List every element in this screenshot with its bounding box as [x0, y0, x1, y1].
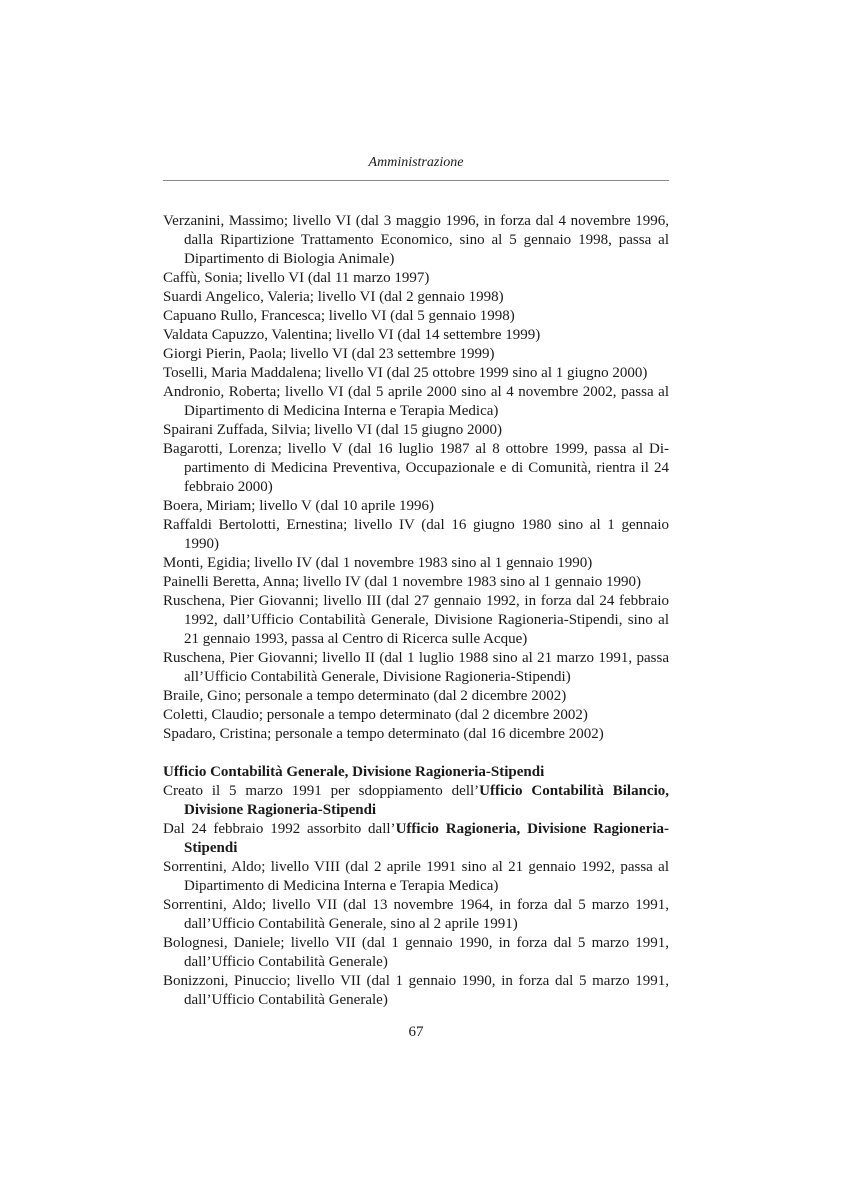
entry-text: Bonizzoni, Pinuccio; livello VII (dal 1 gennaio 1990, in forza dal 5 marzo 1991, dall’Ufficio Contabilità Generale) [163, 973, 669, 1008]
section-entry-list [163, 782, 669, 1010]
list-item [163, 212, 669, 269]
list-item [163, 269, 669, 288]
entry-text: Ruschena, Pier Giovanni; livello II (dal 1 luglio 1988 sino al 21 marzo 1991, passa all’Ufficio Contabilità Generale, Divisione Ragioneria-Stipendi) [163, 650, 669, 685]
list-item [163, 288, 669, 307]
list-item [163, 573, 669, 592]
entry-text: Monti, Egidia; livello IV (dal 1 novembre 1983 sino al 1 gennaio 1990) [163, 555, 593, 571]
list-item [163, 706, 669, 725]
bold-text: Ufficio Contabilità Bilancio, Divisione Ragioneria-Stipendi [184, 783, 669, 818]
list-item [163, 326, 669, 345]
list-item [163, 858, 669, 896]
list-item [163, 725, 669, 744]
entry-text: Braile, Gino; personale a tempo determinato (dal 2 dicembre 2002) [163, 688, 567, 704]
page-number: 67 [408, 1024, 424, 1040]
entry-text: Suardi Angelico, Valeria; livello VI (dal 2 gennaio 1998) [163, 289, 504, 305]
section-heading: Ufficio Contabilità Generale, Divisione Ragioneria-Stipendi [163, 764, 545, 780]
entry-text: Sorrentini, Aldo; livello VII (dal 13 novembre 1964, in forza dal 5 marzo 1991, dall’Ufficio Contabilità Generale, sino al 2 aprile 1991) [163, 897, 669, 932]
entry-text: Bolognesi, Daniele; livello VII (dal 1 gennaio 1990, in forza dal 5 marzo 1991, dall’Ufficio Contabilità Generale) [163, 935, 669, 970]
list-item [163, 345, 669, 364]
list-item [163, 421, 669, 440]
page-body [163, 212, 669, 1010]
entry-text: Andronio, Roberta; livello VI (dal 5 aprile 2000 sino al 4 novembre 2002, passa al Dipartimento di Medicina Interna e Terapia Medica) [163, 384, 669, 419]
list-item [163, 820, 669, 858]
entry-text: Bagarotti, Lorenza; livello V (dal 16 luglio 1987 al 8 ottobre 1999, passa al Dipartimento di Medicina Preventiva, Occupazionale e di Comunità, rientra il 24 febbraio 2000) [163, 441, 669, 495]
entry-text: Toselli, Maria Maddalena; livello VI (dal 25 ottobre 1999 sino al 1 giugno 2000) [163, 365, 648, 381]
list-item [163, 383, 669, 421]
list-item [163, 554, 669, 573]
list-item [163, 972, 669, 1010]
entry-list [163, 212, 669, 744]
entry-text: Caffù, Sonia; livello VI (dal 11 marzo 1997) [163, 270, 430, 286]
list-item [163, 364, 669, 383]
entry-text: Coletti, Claudio; personale a tempo determinato (dal 2 dicembre 2002) [163, 707, 588, 723]
list-item [163, 687, 669, 706]
entry-text: Raffaldi Bertolotti, Ernestina; livello IV (dal 16 giugno 1980 sino al 1 gennaio 1990) [163, 517, 669, 552]
entry-text: Painelli Beretta, Anna; livello IV (dal 1 novembre 1983 sino al 1 gennaio 1990) [163, 574, 641, 590]
running-head: Amministrazione [368, 155, 464, 170]
list-item [163, 497, 669, 516]
entry-text: Dal 24 febbraio 1992 assorbito dall’ [163, 821, 396, 837]
list-item [163, 649, 669, 687]
list-item [163, 516, 669, 554]
list-item [163, 307, 669, 326]
entry-text: Boera, Miriam; livello V (dal 10 aprile 1996) [163, 498, 435, 514]
bold-text: Ufficio Ragioneria, Divisione Ragioneria-Stipendi [184, 821, 670, 856]
entry-text: Sorrentini, Aldo; livello VIII (dal 2 aprile 1991 sino al 21 gennaio 1992, passa al Dipartimento di Medicina Interna e Terapia Medica) [163, 859, 669, 894]
entry-text: Capuano Rullo, Francesca; livello VI (dal 5 gennaio 1998) [163, 308, 515, 324]
entry-text: Spadaro, Cristina; personale a tempo determinato (dal 16 dicembre 2002) [163, 726, 604, 742]
entry-text: Valdata Capuzzo, Valentina; livello VI (dal 14 settembre 1999) [163, 327, 541, 343]
header-rule [163, 180, 669, 181]
entry-text: Spairani Zuffada, Silvia; livello VI (dal 15 giugno 2000) [163, 422, 502, 438]
list-item [163, 934, 669, 972]
list-item [163, 592, 669, 649]
entry-text: Giorgi Pierin, Paola; livello VI (dal 23 settembre 1999) [163, 346, 495, 362]
entry-text: Ruschena, Pier Giovanni; livello III (dal 27 gennaio 1992, in forza dal 24 febbraio 1992, dall’Ufficio Contabilità Generale, Divisione Ragioneria-Stipendi, sino al 21 gennaio 1993, passa al Centro di Ricerca sulle Acque) [163, 593, 669, 647]
entry-text: Verzanini, Massimo; livello VI (dal 3 maggio 1996, in forza dal 4 novembre 1996, dalla Ripartizione Trattamento Economico, sino al 5 gennaio 1998, passa al Dipartimento di Biologia Animale) [163, 213, 669, 267]
list-item [163, 896, 669, 934]
list-item [163, 782, 669, 820]
list-item [163, 440, 669, 497]
entry-text: Creato il 5 marzo 1991 per sdoppiamento dell’ [163, 783, 480, 799]
